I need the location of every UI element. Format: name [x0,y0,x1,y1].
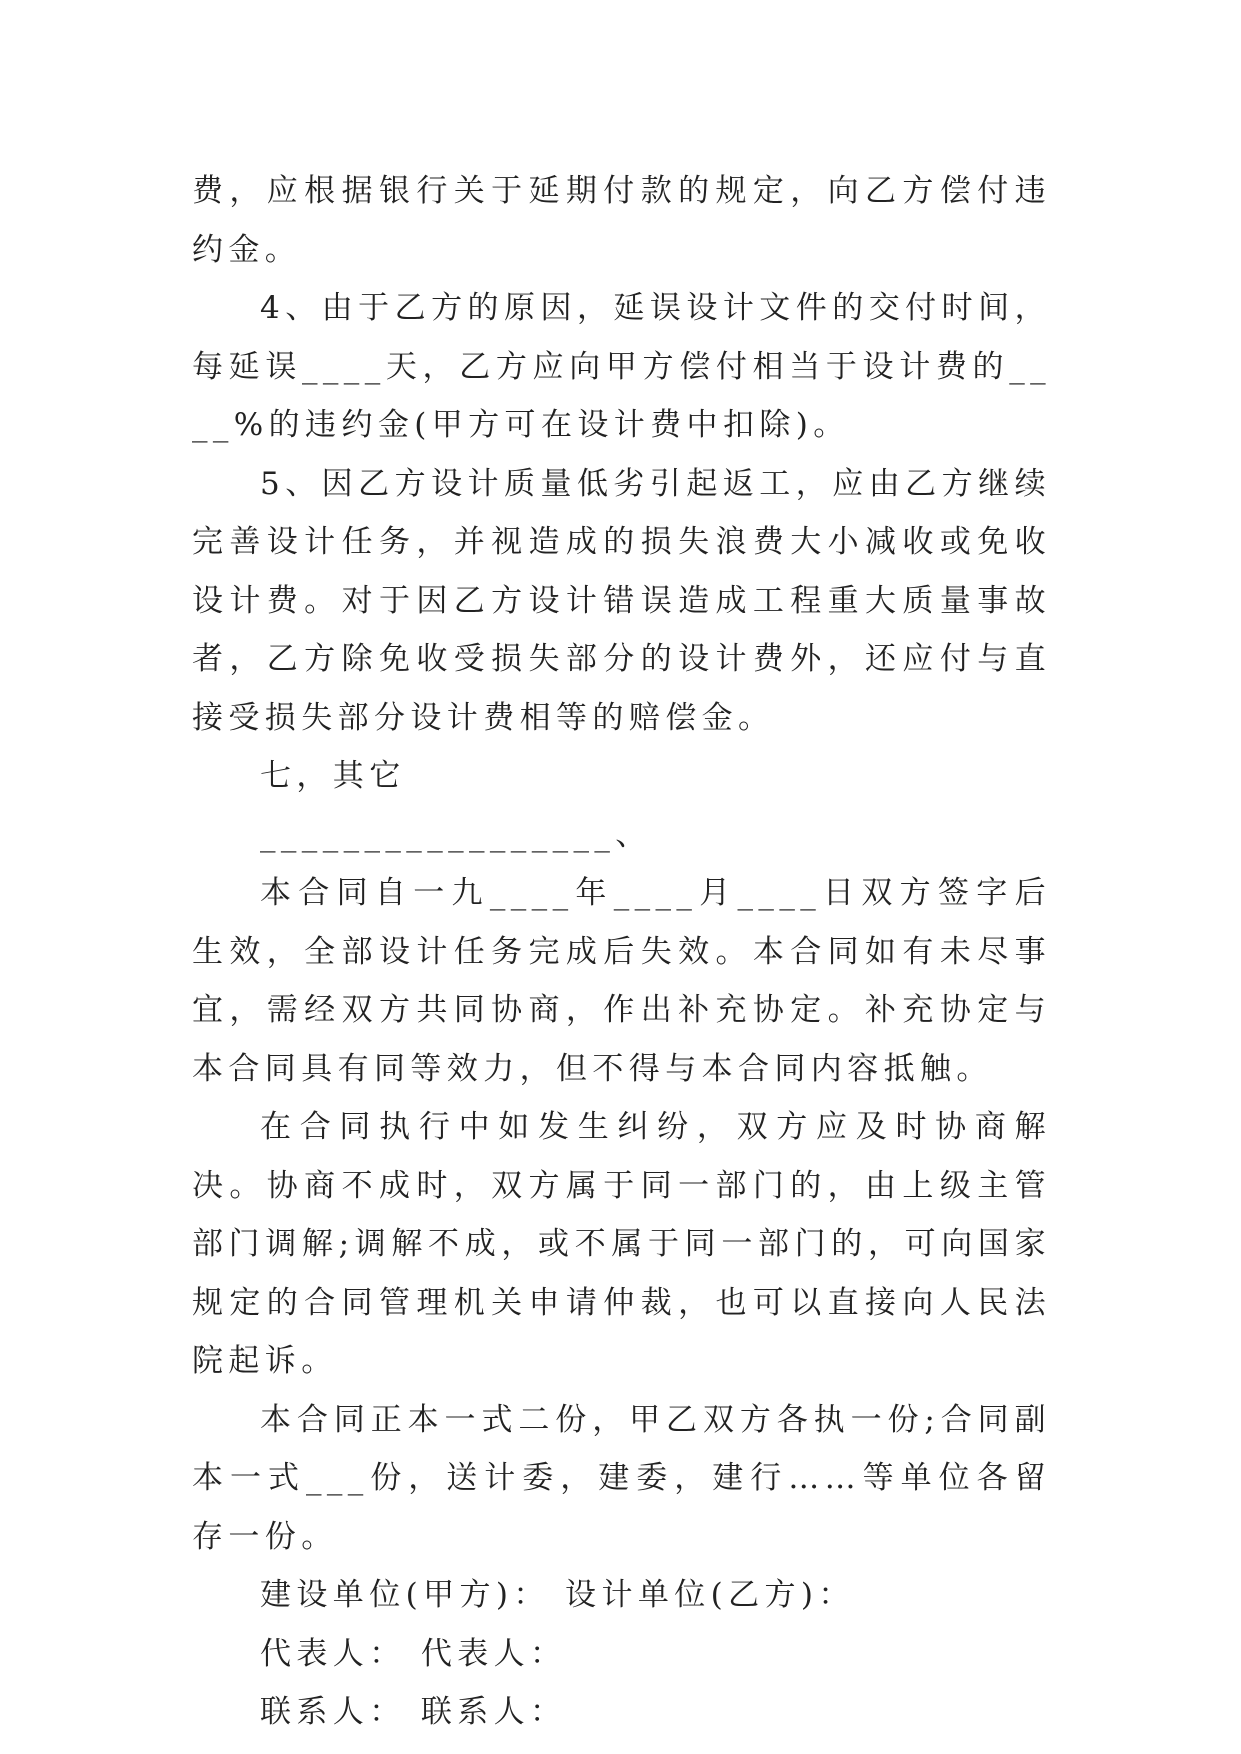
paragraph-copies: 本合同正本一式二份，甲乙双方各执一份;合同副本一式___份，送计委，建委，建行……等单位各留存一份。 [192,1401,1051,1555]
paragraph-penalty-bank: 费，应根据银行关于延期付款的规定，向乙方偿付违约金。 [192,173,1051,268]
paragraph-effective-date: 本合同自一九____年____月____日双方签字后生效，全部设计任务完成后失效。本合同如有未尽事宜，需经双方共同协商，作出补充协定。补充协定与本合同具有同等效力，但不得与本合同内容抵触。 [192,875,1051,1087]
section-heading-others: 七，其它 [260,758,406,794]
paragraph-dispute-resolution: 在合同执行中如发生纠纷，双方应及时协商解决。协商不成时，双方属于同一部门的，由上级主管部门调解;调解不成，或不属于同一部门的，可向国家规定的合同管理机关申请仲裁，也可以直接向人民法院起诉。 [192,1109,1051,1379]
signature-contacts: 联系人： 联系人： [260,1694,567,1730]
signature-parties: 建设单位(甲方)： 设计单位(乙方)： [260,1577,855,1613]
signature-representatives: 代表人： 代表人： [260,1635,567,1672]
blank-line-field: _________________、 [260,816,652,853]
paragraph-clause-5-quality: 5、因乙方设计质量低劣引起返工，应由乙方继续完善设计任务，并视造成的损失浪费大小减收或免收设计费。对于因乙方设计错误造成工程重大质量事故者，乙方除免收受损失部分的设计费外，还应付与直接受损失部分设计费相等的赔偿金。 [192,465,1051,736]
paragraph-clause-4-delay: 4、由于乙方的原因，延误设计文件的交付时间，每延误____天，乙方应向甲方偿付相当于设计费的____%的违约金(甲方可在设计费中扣除)。 [192,290,1051,443]
